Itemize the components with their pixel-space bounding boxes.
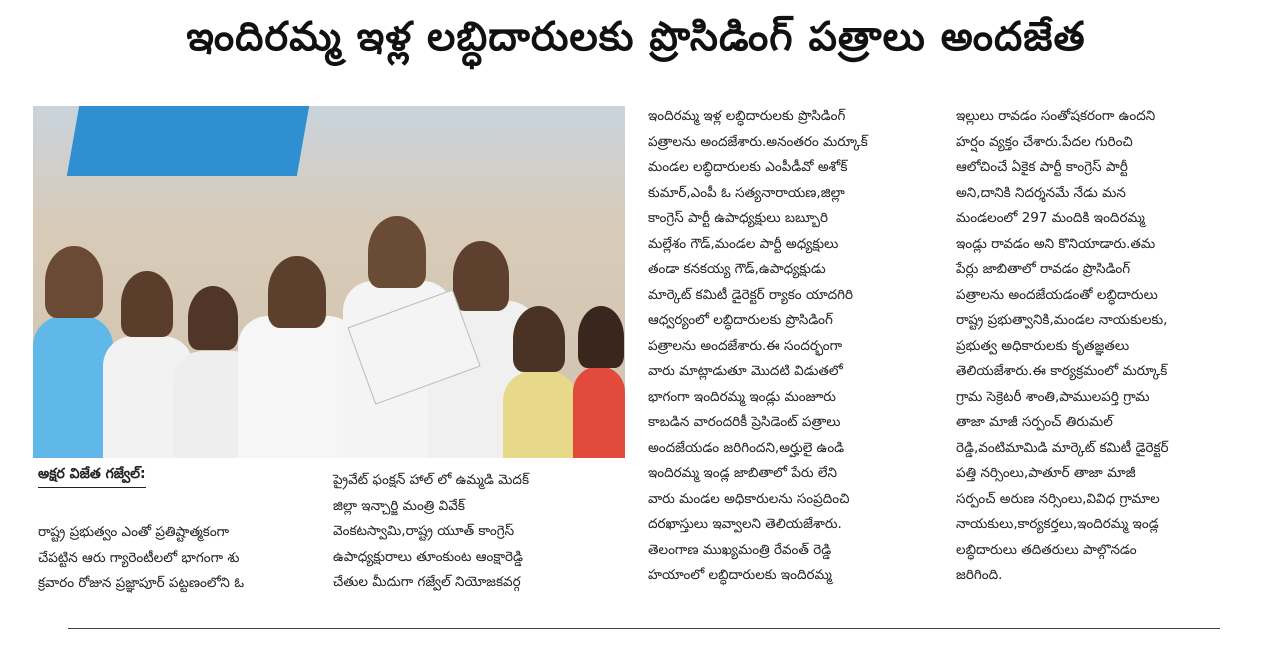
byline: అక్షర విజేత గజ్వేల్: [38,466,146,488]
bottom-divider [68,628,1220,629]
news-photo [33,106,625,458]
article-line: కుమార్,ఎంపీ ఓ సత్యనారాయణ,జిల్లా [648,184,845,201]
article-line: వారు మండల అధికారులను సంప్రదించి [648,490,850,507]
photo-figure [453,241,509,311]
article-line: ప్రైవేట్ ఫంక్షన్ హాల్ లో ఉమ్మడి మెదక్ [333,472,529,488]
article-line: ఉపాధ్యక్షురాలు తూంకుంట ఆంక్షారెడ్డి [333,548,524,565]
article-line: పత్రాలను అందజేశారు.ఈ సందర్భంగా [648,337,843,354]
article-column-4 [956,104,1246,589]
photo-figure [268,256,326,328]
article-line: రెడ్డి,వంటిమామిడి మార్కెట్ కమిటీ డైరెక్టర్ [956,439,1169,456]
article-line: గ్రామ సెక్రెటరీ శాంతి,పాములపర్తి గ్రామ [956,388,1150,405]
article-line: ఇందిరమ్మ ఇండ్ల జాబితాలో పేరు లేని [648,465,837,481]
article-line: నాయకులు,కార్యకర్తలు,ఇందిరమ్మ ఇండ్ల [956,516,1159,532]
article-line: కాబడిన వారందరికీ ప్రెసిడెంట్ పత్రాలు [648,414,841,430]
article-line: అందజేయడం జరిగిందని,అర్హులై ఉండి [648,439,845,456]
photo-figure [513,306,565,372]
photo-figure [368,216,426,288]
article-line: లబ్ధిదారులు తదితరులు పాల్గొనడం [956,541,1137,558]
article-line: పత్తి నర్సింలు,పాతూర్ తాజా మాజీ [956,465,1136,481]
headline: ఇందిరమ్మ ఇళ్ల లబ్ధిదారులకు ప్రొసిడింగ్ పత్రాలు అందజేత [186,14,1086,60]
article-line: ఆధ్వర్యంలో లబ్ధిదారులకు ప్రొసిడింగ్ [648,312,833,328]
article-line: ఆలోచించే ఏకైక పార్టీ కాంగ్రెస్ పార్టీ [956,159,1128,175]
article-line: వెంకటస్వామి,రాష్ట్ర యూత్ కాంగ్రెస్ [333,523,515,539]
photo-figure [45,246,103,318]
article-line: తెలంగాణ ముఖ్యమంత్రి రేవంత్ రెడ్డి [648,541,832,558]
article-line: అని,దానికి నిదర్శనమే నేడు మన [956,184,1126,201]
article-line: తెలియజేశారు.ఈ కార్యక్రమంలో మర్కూక్ [956,363,1168,379]
article-line: హర్షం వ్యక్తం చేశారు.పేదల గురించి [956,133,1133,150]
article-line: పత్రాలను అందజేశారు.అనంతరం మర్కూక్ [648,133,868,150]
article-column-3 [648,104,938,589]
article-column-1 [38,520,328,597]
article-line: రాష్ట్ర ప్రభుత్వం ఎంతో ప్రతిష్టాత్మకంగా [38,524,230,540]
article-line: ఇల్లులు రావడం సంతోషకరంగా ఉందని [956,108,1156,124]
article-line: హయాంలో లబ్ధిదారులకు ఇందిరమ్మ [648,567,832,583]
article-line: మండల లబ్ధిదారులకు ఎంపీడీవో అశోక్ [648,159,848,175]
photo-figure [238,316,358,458]
photo-figure [188,286,238,350]
article-line: మల్లేశం గౌడ్,మండల పార్టీ అధ్యక్షులు [648,235,839,252]
photo-figure [573,366,625,458]
photo-figure [578,306,624,368]
article-line: క్రవారం రోజున ప్రజ్ఞాపూర్ పట్టణంలోని ఓ [38,575,245,591]
photo-figure [503,371,578,458]
article-line: భాగంగా ఇందిరమ్మ ఇండ్లు మంజూరు [648,388,836,405]
article-line: దరఖాస్తులు ఇవ్వాలని తెలియజేశారు. [648,516,842,532]
article-line: తండా కనకయ్య గౌడ్,ఉపాధ్యక్షుడు [648,261,826,277]
article-line: వారు మాట్లాడుతూ మొదటి విడుతలో [648,363,843,379]
photo-figure [33,316,113,458]
article-line: మార్కెట్ కమిటీ డైరెక్టర్ ర్యాకం యాదగిరి [648,286,854,303]
article-line: తాజా మాజీ సర్పంచ్ తిరుమల్ [956,414,1113,430]
article-line: పత్రాలను అందజేయడంతో లబ్ధిదారులు [956,286,1158,303]
article-line: రాష్ట్ర ప్రభుత్వానికి,మండల నాయకులకు, [956,312,1168,328]
article-line: చేపట్టిన ఆరు గ్యారెంటీలలో భాగంగా శు [38,549,240,566]
photo-figure [121,271,173,337]
article-line: మండలంలో 297 మందికి ఇందిరమ్మ [956,210,1145,226]
article-line: ఇందిరమ్మ ఇళ్ల లబ్ధిదారులకు ప్రొసిడింగ్ [648,108,846,124]
article-line: జిల్లా ఇన్చార్జి మంత్రి వివేక్ [333,497,465,514]
article-line: పేర్లు జాబితాలో రావడం ప్రొసిడింగ్ [956,261,1131,277]
article-line: చేతుల మీదుగా గజ్వేల్ నియోజకవర్గ [333,574,521,590]
article-column-2 [333,468,623,596]
photo-banner [67,106,309,176]
article-line: ఇండ్లు రావడం అని కొనియాడారు.తమ [956,235,1156,252]
article-line: ప్రభుత్వ అధికారులకు కృతజ్ఞతలు [956,337,1130,354]
article-line: కాంగ్రెస్ పార్టీ ఉపాధ్యక్షులు బబ్బూరి [648,210,828,226]
article-line: జరిగింది. [956,567,1003,583]
article-line: సర్పంచ్ అరుణ నర్సింలు,వివిధ గ్రామాల [956,490,1160,507]
